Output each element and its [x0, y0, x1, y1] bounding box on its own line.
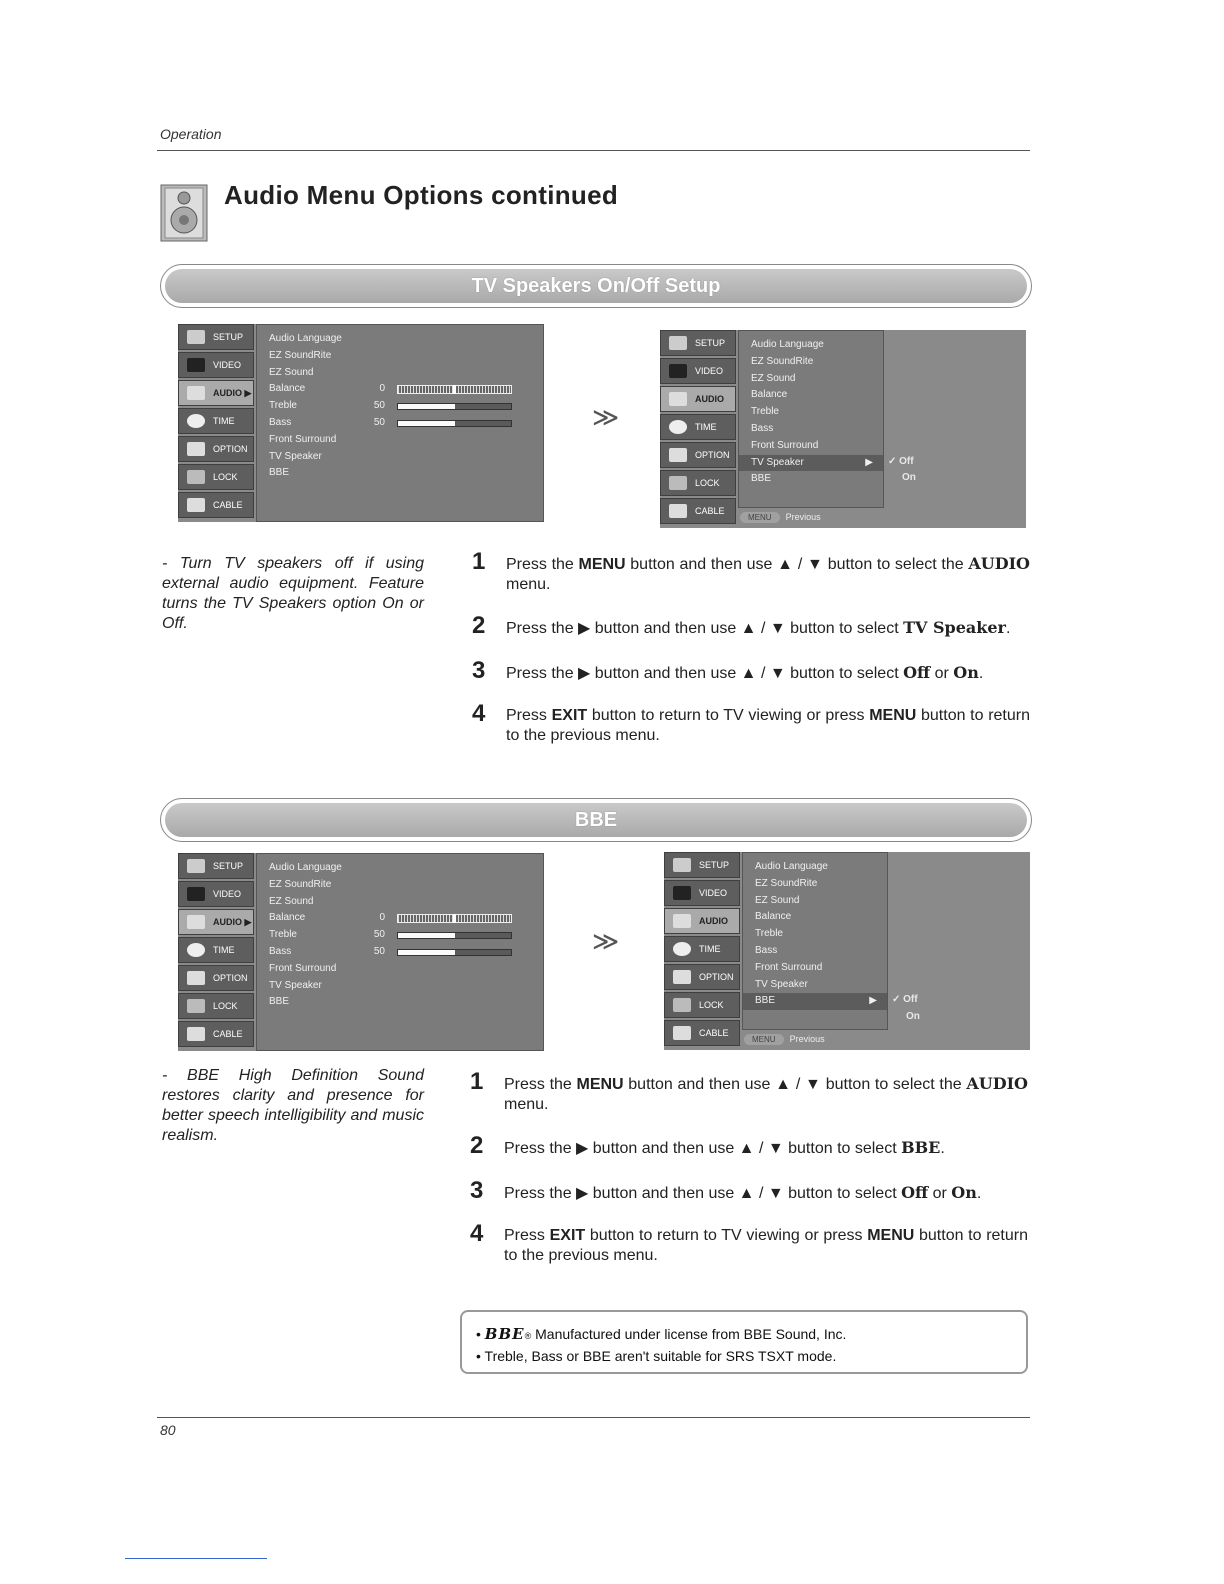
menu-term: Off	[901, 1183, 929, 1202]
level-rest	[455, 421, 512, 426]
osd-category-icon	[673, 914, 691, 928]
osd-item	[257, 415, 543, 432]
osd-category-icon	[187, 470, 205, 484]
menu-chip: MENU	[744, 1034, 784, 1045]
osd-submenu-option: On	[906, 1011, 920, 1023]
keyword: MENU	[576, 1076, 624, 1093]
step-fragment: .	[976, 1185, 982, 1202]
previous-label: Previous	[785, 512, 821, 522]
osd-item-label: EZ Sound	[269, 366, 314, 378]
osd-item-label: TV Speaker	[755, 978, 808, 990]
osd-category-list	[660, 330, 736, 526]
osd-item-label: BBE	[269, 996, 290, 1008]
osd-category-icon	[673, 998, 691, 1012]
osd-category-time	[178, 937, 254, 963]
osd-category-icon	[669, 420, 687, 434]
section-banner-bbe	[160, 798, 1032, 842]
step-fragment: button to return to TV viewing or press	[587, 707, 870, 724]
level-fill	[398, 404, 455, 409]
osd-submenu-option: ✓ Off	[892, 994, 918, 1006]
keyword: MENU	[869, 707, 917, 724]
next-arrow: ≫	[592, 926, 620, 956]
balance-marker	[453, 385, 456, 394]
step-fragment: Press the ▶ button and then use ▲ / ▼ button to select	[506, 665, 904, 682]
step-fragment: Press the ▶ button and then use ▲ / ▼ button to select	[506, 620, 904, 637]
balance-slider	[397, 385, 512, 394]
osd-category-icon	[673, 886, 691, 900]
osd-category-time	[664, 936, 740, 962]
osd-item-label: Balance	[755, 911, 792, 923]
osd-category-label: CABLE	[695, 506, 725, 516]
note-line-2: • Treble, Bass or BBE aren't suitable for SRS TSXT mode.	[476, 1348, 837, 1364]
step-number: 4	[472, 700, 486, 727]
steps-list	[472, 548, 1031, 754]
osd-item	[257, 978, 543, 995]
osd-category-time	[660, 414, 736, 440]
osd-item-label: EZ Sound	[755, 894, 800, 906]
osd-category-label: TIME	[699, 944, 721, 954]
osd-category-icon	[187, 999, 205, 1013]
osd-category-label: CABLE	[213, 500, 243, 510]
osd-category-list	[664, 852, 740, 1048]
section-banner-tv-speakers	[160, 264, 1032, 308]
step-fragment: or	[930, 665, 954, 682]
level-rest	[455, 933, 512, 938]
osd-item-label: Front Surround	[751, 439, 819, 451]
osd-category-audio	[178, 380, 254, 406]
osd-item-label: EZ Sound	[269, 895, 314, 907]
osd-category-lock	[660, 470, 736, 496]
osd-item	[257, 860, 543, 877]
step-number: 2	[472, 612, 486, 639]
section-description: - BBE High Definition Sound restores clarity and presence for better speech intelligibility and music realism.	[162, 1067, 424, 1144]
previous-label: Previous	[789, 1034, 825, 1044]
osd-category-label: CABLE	[213, 1029, 243, 1039]
menu-chip: MENU	[740, 512, 780, 523]
note-box	[460, 1310, 1028, 1374]
osd-category-label: LOCK	[213, 472, 238, 482]
osd-category-label: LOCK	[213, 1001, 238, 1011]
step-number: 3	[470, 1177, 484, 1204]
step-fragment: Press	[506, 707, 552, 724]
step-item	[472, 657, 1030, 684]
submenu-arrow: ▶	[865, 456, 873, 468]
step-text	[504, 1183, 1028, 1204]
balance-slider	[397, 914, 512, 923]
menu-term: Off	[903, 663, 931, 682]
level-rest	[455, 950, 512, 955]
osd-category-icon	[187, 442, 205, 456]
osd-item	[257, 910, 543, 927]
osd-item	[257, 381, 543, 398]
osd-item-label: Front Surround	[755, 961, 823, 973]
menu-term: On	[951, 1183, 977, 1202]
osd-menu-audio-left-2	[178, 853, 544, 1051]
osd-item	[257, 927, 543, 944]
osd-item	[257, 398, 543, 415]
osd-item-label: BBE	[751, 473, 772, 485]
menu-term: AUDIO	[966, 1074, 1028, 1093]
osd-item-label: Balance	[269, 912, 306, 924]
note-text: Manufactured under license from BBE Sound, Inc.	[535, 1326, 847, 1342]
osd-category-video	[178, 352, 254, 378]
osd-category-audio	[660, 386, 736, 412]
osd-item-label: Treble	[269, 929, 297, 941]
osd-item	[743, 977, 887, 994]
bottom-rule	[157, 1417, 1030, 1418]
osd-category-label: SETUP	[213, 861, 244, 871]
osd-item-label: Bass	[269, 416, 292, 428]
section-label: Operation	[160, 126, 222, 142]
osd-category-video	[660, 358, 736, 384]
osd-item-label: Bass	[751, 422, 774, 434]
osd-item-label: Treble	[751, 406, 779, 418]
osd-category-option	[664, 964, 740, 990]
osd-category-list	[178, 853, 254, 1049]
osd-item-label: Treble	[269, 400, 297, 412]
osd-category-label: TIME	[213, 945, 235, 955]
step-fragment: .	[940, 1140, 945, 1157]
osd-category-icon	[187, 859, 205, 873]
osd-category-cable	[178, 492, 254, 518]
osd-item-list	[256, 324, 544, 522]
osd-category-cable	[660, 498, 736, 524]
osd-item	[743, 960, 887, 977]
level-bar	[397, 403, 512, 410]
osd-category-icon	[669, 364, 687, 378]
keyword: EXIT	[551, 707, 588, 724]
step-text	[506, 554, 1030, 595]
step-fragment: button and then use ▲ / ▼ button to select the	[623, 1076, 967, 1093]
osd-category-audio	[664, 908, 740, 934]
osd-category-icon	[187, 358, 205, 372]
level-fill	[398, 950, 455, 955]
step-fragment: Press the	[506, 556, 579, 573]
step-number: 2	[470, 1132, 484, 1159]
osd-footer	[744, 1030, 888, 1048]
osd-item	[743, 943, 887, 960]
keyword: MENU	[578, 556, 626, 573]
osd-item-label: Balance	[751, 389, 788, 401]
osd-category-icon	[673, 942, 691, 956]
osd-item	[743, 876, 887, 893]
osd-category-label: VIDEO	[695, 366, 724, 376]
step-text	[506, 663, 1030, 684]
osd-item-label: EZ Sound	[751, 372, 796, 384]
menu-term: AUDIO	[968, 554, 1030, 573]
keyword: MENU	[867, 1227, 915, 1244]
level-rest	[455, 404, 512, 409]
step-text	[504, 1074, 1028, 1115]
banner-text: TV Speakers On/Off Setup	[165, 269, 1027, 303]
osd-category-label: SETUP	[213, 332, 244, 342]
osd-item	[739, 471, 883, 488]
osd-category-label: AUDIO ▶	[213, 387, 252, 398]
step-fragment: .	[1005, 620, 1011, 637]
osd-item	[739, 337, 883, 354]
osd-item	[257, 944, 543, 961]
step-item	[472, 548, 1030, 595]
osd-item-list	[256, 853, 544, 1051]
osd-item-label: Audio Language	[269, 333, 342, 344]
osd-category-icon	[187, 971, 205, 985]
osd-category-label: LOCK	[699, 1000, 724, 1010]
osd-item-label: TV Speaker	[751, 456, 804, 468]
osd-item	[743, 859, 887, 876]
osd-item-label: Audio Language	[751, 339, 824, 350]
step-item	[470, 1220, 1029, 1266]
osd-category-time	[178, 408, 254, 434]
osd-item	[257, 331, 543, 348]
step-item	[470, 1132, 1028, 1159]
step-item	[472, 700, 1031, 746]
osd-item	[257, 877, 543, 894]
osd-item-label: EZ SoundRite	[269, 878, 332, 890]
osd-item	[739, 438, 883, 455]
osd-item-label: BBE	[269, 467, 290, 479]
menu-term: TV Speaker	[903, 618, 1006, 637]
level-bar	[397, 420, 512, 427]
osd-item	[739, 455, 883, 472]
level-bar	[397, 949, 512, 956]
osd-item	[743, 893, 887, 910]
osd-item-value: 50	[373, 929, 385, 941]
osd-item	[739, 421, 883, 438]
osd-category-label: OPTION	[699, 972, 734, 982]
osd-item	[257, 994, 543, 1011]
level-bar	[397, 932, 512, 939]
osd-item	[739, 387, 883, 404]
osd-item	[257, 348, 543, 365]
osd-category-icon	[187, 414, 205, 428]
step-fragment: .	[978, 665, 984, 682]
step-number: 3	[472, 657, 486, 684]
step-fragment: menu.	[504, 1096, 549, 1113]
step-text	[504, 1138, 1028, 1159]
osd-category-lock	[178, 464, 254, 490]
step-fragment: Press the ▶ button and then use ▲ / ▼ button to select	[504, 1185, 902, 1202]
osd-category-icon	[187, 330, 205, 344]
osd-item	[739, 354, 883, 371]
osd-submenu-option: On	[902, 472, 916, 484]
osd-menu-audio-left-1	[178, 324, 544, 522]
osd-category-label: SETUP	[699, 860, 730, 870]
step-number: 1	[470, 1068, 484, 1095]
step-fragment: button to return to the previous menu.	[506, 707, 1031, 744]
step-text	[504, 1226, 1028, 1266]
osd-category-icon	[187, 386, 205, 400]
osd-item-label: Front Surround	[269, 433, 337, 445]
osd-category-setup	[664, 852, 740, 878]
step-text	[506, 706, 1030, 746]
step-number: 4	[470, 1220, 484, 1247]
step-item	[470, 1068, 1028, 1115]
osd-item	[257, 961, 543, 978]
osd-category-icon	[673, 858, 691, 872]
osd-item	[257, 365, 543, 382]
osd-item	[743, 909, 887, 926]
osd-item	[739, 404, 883, 421]
section-description: - Turn TV speakers off if using external audio equipment. Feature turns the TV Speakers option On or Off.	[162, 555, 424, 632]
osd-category-video	[178, 881, 254, 907]
osd-category-label: TIME	[213, 416, 235, 426]
page-number: 80	[160, 1422, 176, 1438]
osd-item-value: 50	[373, 400, 385, 412]
osd-category-video	[664, 880, 740, 906]
osd-item-label: Bass	[269, 945, 292, 957]
step-item	[472, 612, 1030, 639]
osd-category-label: LOCK	[695, 478, 720, 488]
osd-item-label: Audio Language	[269, 862, 342, 873]
osd-item-label: Balance	[269, 383, 306, 395]
osd-category-lock	[664, 992, 740, 1018]
osd-submenu-option: ✓ Off	[888, 455, 914, 467]
osd-category-icon	[673, 1026, 691, 1040]
osd-category-icon	[187, 1027, 205, 1041]
osd-item	[257, 432, 543, 449]
osd-category-option	[660, 442, 736, 468]
osd-category-icon	[669, 448, 687, 462]
osd-footer	[740, 508, 884, 526]
step-text	[506, 618, 1030, 639]
osd-category-option	[178, 965, 254, 991]
osd-item-label: Audio Language	[755, 861, 828, 872]
osd-category-icon	[187, 887, 205, 901]
speaker-icon	[160, 184, 208, 242]
osd-category-label: VIDEO	[699, 888, 728, 898]
menu-term: On	[953, 663, 979, 682]
osd-item	[257, 894, 543, 911]
level-fill	[398, 933, 455, 938]
submenu-arrow: ▶	[869, 995, 877, 1007]
osd-category-icon	[187, 915, 205, 929]
step-fragment: menu.	[506, 576, 551, 593]
step-fragment: button to return to TV viewing or press	[585, 1227, 868, 1244]
osd-category-icon	[669, 504, 687, 518]
step-fragment: or	[928, 1185, 952, 1202]
osd-category-label: AUDIO	[699, 916, 728, 926]
osd-item-label: TV Speaker	[269, 979, 322, 991]
step-fragment: button and then use ▲ / ▼ button to select the	[625, 556, 969, 573]
level-fill	[398, 421, 455, 426]
step-fragment: button to return to the previous menu.	[504, 1227, 1029, 1264]
steps-list	[470, 1068, 1029, 1274]
banner-text: BBE	[165, 803, 1027, 837]
osd-category-list	[178, 324, 254, 520]
osd-item-label: TV Speaker	[269, 450, 322, 462]
osd-item-label: Bass	[755, 944, 778, 956]
osd-item-value: 0	[379, 912, 385, 924]
osd-category-cable	[178, 1021, 254, 1047]
osd-item	[739, 371, 883, 388]
osd-category-label: OPTION	[213, 444, 248, 454]
next-arrow: ≫	[592, 402, 620, 432]
osd-item-value: 50	[373, 416, 385, 428]
osd-category-cable	[664, 1020, 740, 1046]
osd-item-label: Front Surround	[269, 962, 337, 974]
osd-category-label: AUDIO ▶	[213, 916, 252, 927]
osd-category-icon	[673, 970, 691, 984]
osd-item-value: 50	[373, 945, 385, 957]
osd-category-setup	[660, 330, 736, 356]
osd-item-label: EZ SoundRite	[755, 877, 818, 889]
balance-marker	[453, 914, 456, 923]
osd-category-icon	[669, 476, 687, 490]
osd-category-icon	[669, 336, 687, 350]
step-number: 1	[472, 548, 486, 575]
osd-item-label: Treble	[755, 928, 783, 940]
top-rule	[157, 150, 1030, 151]
osd-category-label: OPTION	[695, 450, 730, 460]
step-item	[470, 1177, 1028, 1204]
menu-term: BBE	[901, 1138, 941, 1157]
keyword: EXIT	[549, 1227, 586, 1244]
osd-category-setup	[178, 324, 254, 350]
step-fragment: Press	[504, 1227, 550, 1244]
page-title: Audio Menu Options continued	[224, 180, 619, 210]
osd-category-label: OPTION	[213, 973, 248, 983]
note-line-1: • BBE® Manufactured under license from BBE Sound, Inc.	[476, 1325, 847, 1343]
osd-menu-audio-right-1	[660, 330, 1026, 528]
step-fragment: Press the ▶ button and then use ▲ / ▼ button to select	[504, 1140, 902, 1157]
osd-item-list	[738, 330, 884, 508]
osd-item	[743, 993, 887, 1010]
osd-category-lock	[178, 993, 254, 1019]
osd-category-label: CABLE	[699, 1028, 729, 1038]
osd-item-value: 0	[379, 383, 385, 395]
osd-category-label: SETUP	[695, 338, 726, 348]
osd-category-label: AUDIO	[695, 394, 724, 404]
step-fragment: Press the	[504, 1076, 577, 1093]
osd-category-setup	[178, 853, 254, 879]
osd-item-label: EZ SoundRite	[751, 355, 814, 367]
osd-category-icon	[187, 498, 205, 512]
osd-category-label: VIDEO	[213, 889, 242, 899]
osd-category-icon	[187, 943, 205, 957]
osd-category-audio	[178, 909, 254, 935]
osd-category-label: TIME	[695, 422, 717, 432]
osd-item-label: BBE	[755, 995, 776, 1007]
osd-item	[257, 449, 543, 466]
osd-category-option	[178, 436, 254, 462]
osd-item	[257, 465, 543, 482]
osd-category-icon	[669, 392, 687, 406]
osd-category-label: VIDEO	[213, 360, 242, 370]
osd-item-label: EZ SoundRite	[269, 349, 332, 361]
osd-menu-audio-right-2	[664, 852, 1030, 1050]
footer-link-line	[125, 1558, 267, 1559]
osd-item-list	[742, 852, 888, 1030]
osd-item	[743, 926, 887, 943]
bbe-logo: BBE	[484, 1325, 525, 1343]
